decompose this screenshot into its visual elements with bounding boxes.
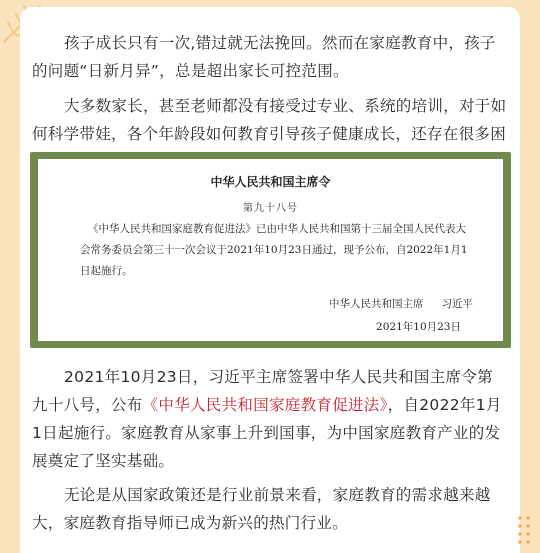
decree-number: 第九十八号 <box>243 203 298 214</box>
details-paragraph-2: 无论是从国家政策还是行业前景来看，家庭教育的需求越来越大，家庭教育指导师已成为新兴的热门行业。 <box>32 486 491 532</box>
intro-paragraph-2: 大多数家长，甚至老师都没有接受过专业、系统的培训，对于如何科学带娃，各个年龄段如何教育引导孩子健康成长，还存在很多困 <box>32 97 507 143</box>
details-paragraph-1 <box>32 363 508 475</box>
decree-title: 中华人民共和国主席令 <box>210 175 331 189</box>
decree-body: 《中华人民共和国家庭教育促进法》已由中华人民共和国第十三届全国人民代表大会常务委员会第三十一次会议于2021年10月23日通过，现予公布，自2022年1月1日起施行。 <box>80 223 468 277</box>
law-name-highlight: 《中华人民共和国家庭教育促进法》 <box>142 396 388 414</box>
signer-name: 习近平 <box>441 298 473 310</box>
article-card <box>20 7 520 553</box>
decree-signature <box>329 296 473 311</box>
presidential-decree <box>38 159 503 341</box>
details-text-line2: 家庭教育从家事上升到国事，为中国家庭教育产业的发展奠定了坚实基础。 <box>32 424 501 470</box>
details-text-before: 2021年10月23日，习近平主席签署中华人民共和国主席令第九十八号，公布 <box>32 368 493 414</box>
decree-image-frame <box>30 152 511 348</box>
dots-decoration <box>516 515 536 549</box>
decree-date: 2021年10月23日 <box>376 321 461 333</box>
intro-paragraph-1: 孩子成长只有一次,错过就无法挽回。然而在家庭教育中，孩子的问题“日新月异”，总是超出家长可控范围。 <box>32 34 496 80</box>
details-text-after: ，自2022年1月1日起施行。 <box>32 396 502 442</box>
signer-title: 中华人民共和国主席 <box>329 298 424 310</box>
